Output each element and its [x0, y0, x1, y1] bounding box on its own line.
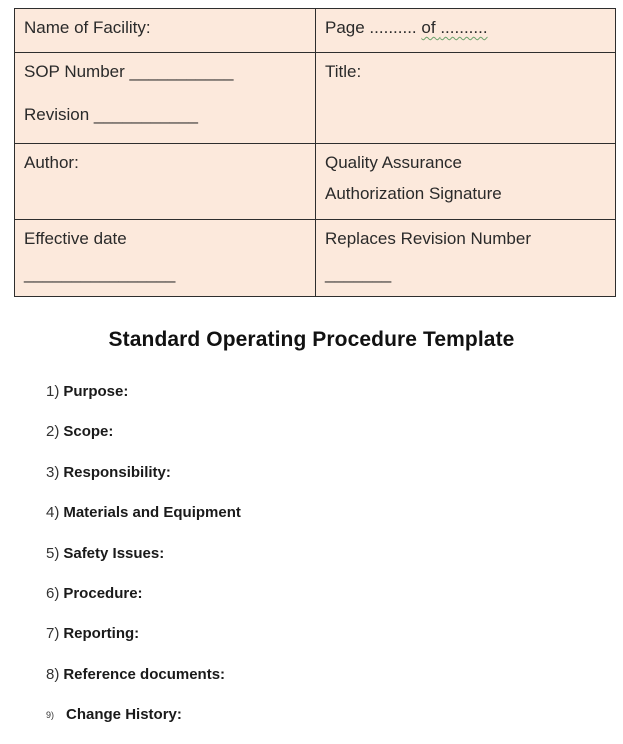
section-item-change-history	[46, 703, 241, 743]
author-cell[interactable]	[15, 144, 316, 220]
table-row	[15, 9, 616, 53]
section-number: 6)	[46, 584, 60, 602]
title-cell[interactable]	[316, 53, 616, 144]
section-number: 4)	[46, 504, 60, 522]
table-row	[15, 53, 616, 144]
section-label: Safety Issues:	[63, 544, 165, 562]
qa-label-line2: Authorization Signature	[325, 184, 502, 203]
qa-label-line1: Quality Assurance	[325, 153, 463, 172]
sop-header-table	[14, 8, 616, 297]
section-label: Change History:	[66, 706, 182, 724]
table-row	[15, 220, 616, 297]
page-prefix: Page ..........	[325, 18, 417, 37]
author-label: Author:	[24, 153, 79, 172]
section-label: Procedure:	[63, 584, 143, 602]
section-label: Responsibility:	[63, 463, 171, 481]
section-number: 8)	[46, 665, 60, 683]
page-number-label	[325, 12, 606, 43]
revision-label: Revision ___________	[24, 105, 198, 124]
replaces-revision-cell[interactable]	[316, 220, 616, 297]
title-label: Title:	[325, 62, 362, 81]
effective-date-blank: ________________	[24, 264, 176, 283]
page-of-word: of	[421, 18, 436, 37]
section-item-reporting	[46, 622, 241, 662]
section-list	[46, 380, 241, 744]
qa-signature-cell[interactable]	[316, 144, 616, 220]
section-number: 2)	[46, 423, 60, 441]
section-item-scope	[46, 420, 241, 460]
replaces-revision-blank: _______	[325, 264, 392, 283]
section-label: Reference documents:	[63, 665, 226, 683]
effective-date-label: Effective date	[24, 229, 127, 248]
section-item-procedure	[46, 582, 241, 622]
facility-name-label: Name of Facility:	[24, 18, 151, 37]
sop-number-revision-cell[interactable]	[15, 53, 316, 144]
section-label: Purpose:	[63, 383, 129, 400]
page-number-cell[interactable]	[316, 9, 616, 53]
section-number: 1)	[46, 383, 60, 400]
page-of-text	[421, 18, 487, 37]
section-number: 5)	[46, 544, 60, 562]
section-item-materials	[46, 501, 241, 541]
page-total-placeholder: ..........	[440, 18, 488, 37]
section-label: Materials and Equipment	[63, 504, 241, 522]
section-item-safety	[46, 542, 241, 582]
effective-date-cell[interactable]	[15, 220, 316, 297]
document-title: Standard Operating Procedure Template	[108, 328, 515, 351]
table-row	[15, 144, 616, 220]
facility-name-cell[interactable]	[15, 9, 316, 53]
section-item-responsibility	[46, 461, 241, 501]
section-label: Scope:	[63, 423, 114, 441]
section-number: 7)	[46, 625, 60, 643]
section-label: Reporting:	[63, 625, 140, 643]
section-number: 3)	[46, 463, 60, 481]
replaces-revision-label: Replaces Revision Number	[325, 229, 531, 248]
sop-number-label: SOP Number ___________	[24, 62, 234, 81]
section-item-purpose	[46, 380, 241, 420]
section-number: 9)	[46, 710, 55, 721]
section-item-reference-documents	[46, 663, 241, 703]
